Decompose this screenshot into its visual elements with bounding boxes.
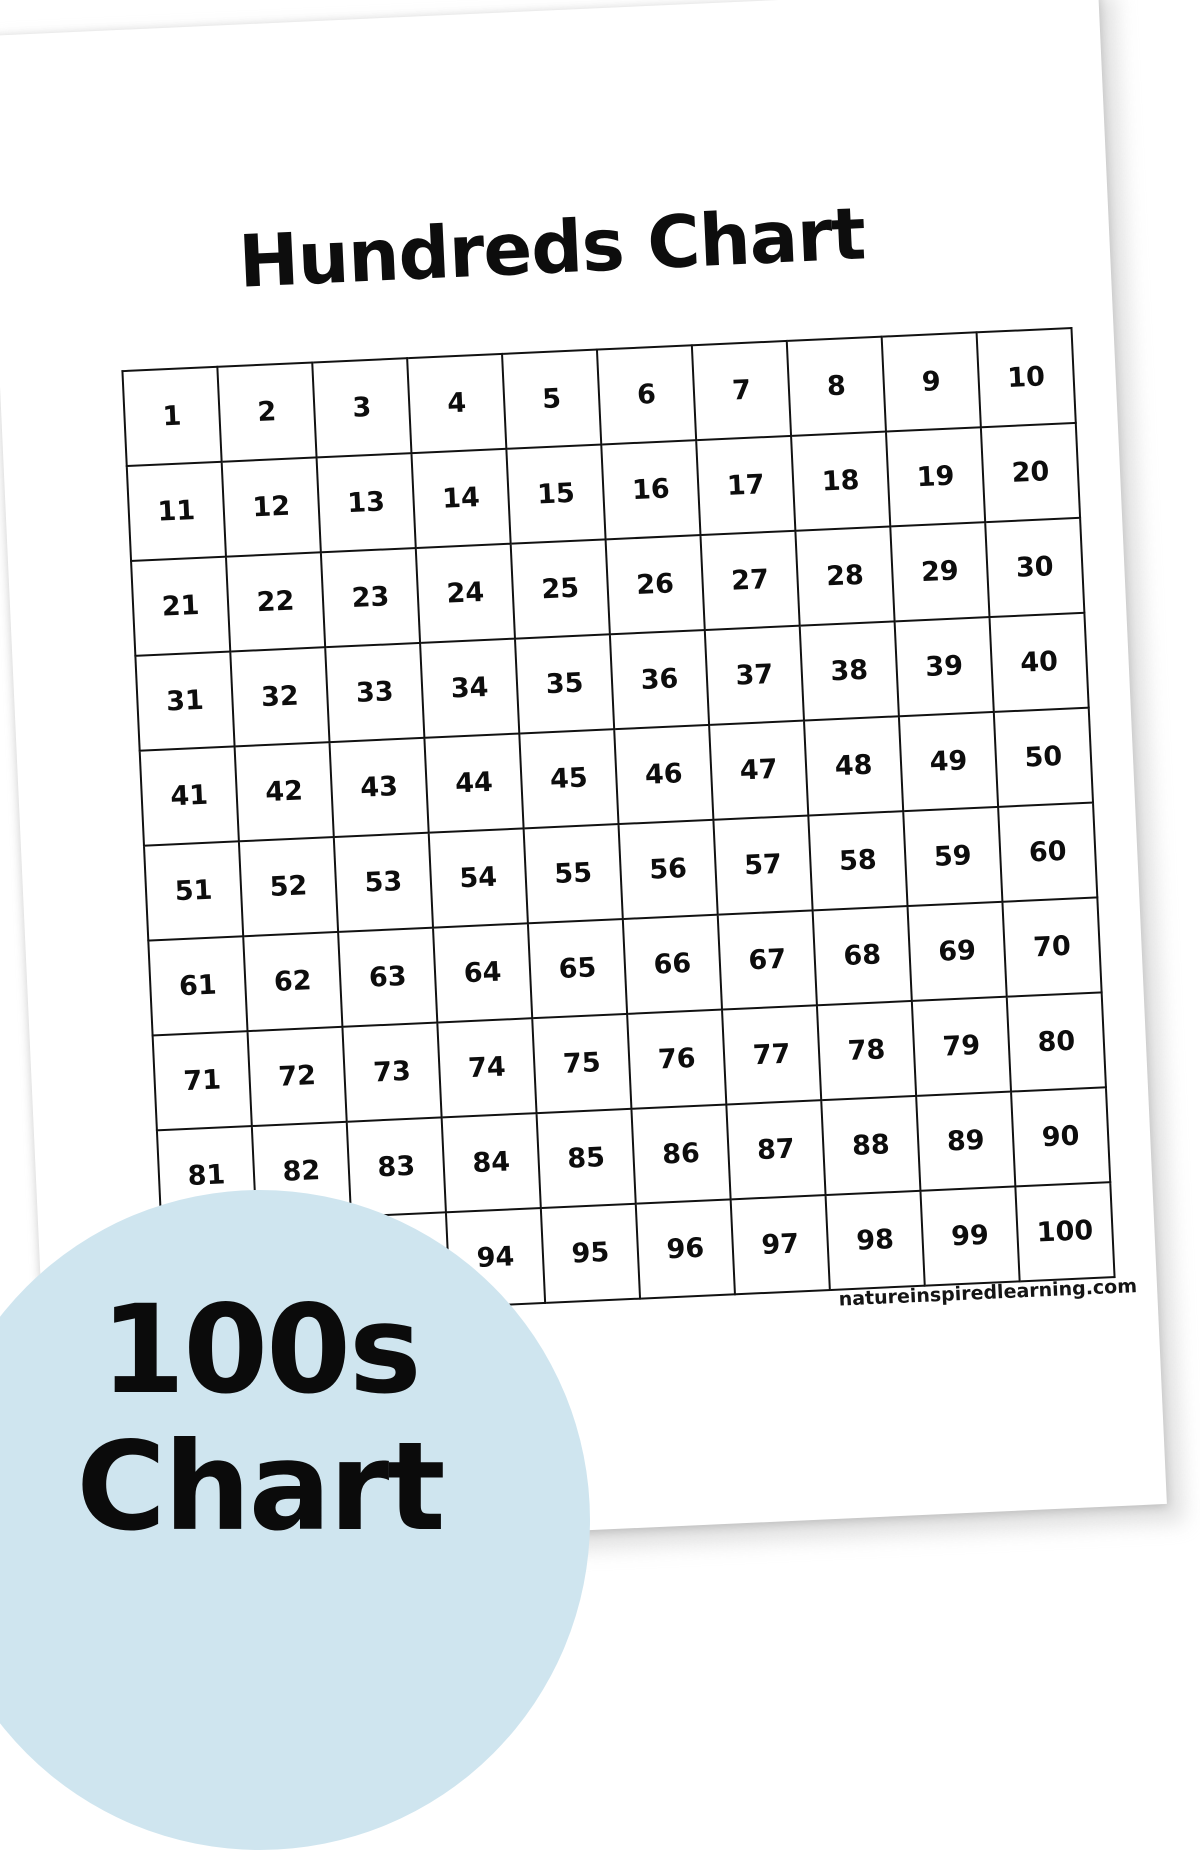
number-cell[interactable]: 55 [524, 824, 623, 923]
number-cell[interactable]: 85 [537, 1109, 636, 1208]
number-cell[interactable]: 7 [692, 341, 791, 440]
number-cell[interactable]: 88 [821, 1096, 920, 1195]
number-cell[interactable]: 40 [989, 613, 1088, 712]
number-cell[interactable]: 84 [442, 1113, 541, 1212]
number-cell[interactable]: 97 [731, 1195, 830, 1294]
number-cell[interactable]: 78 [817, 1001, 916, 1100]
number-cell[interactable]: 96 [636, 1199, 735, 1298]
number-cell[interactable]: 50 [994, 708, 1093, 807]
number-cell[interactable]: 56 [618, 820, 717, 919]
number-cell[interactable]: 29 [890, 522, 989, 621]
number-cell[interactable]: 83 [347, 1117, 446, 1216]
overlay-badge [0, 1190, 590, 1850]
number-cell[interactable]: 49 [899, 712, 998, 811]
number-cell[interactable]: 53 [334, 833, 433, 932]
number-cell[interactable]: 5 [502, 350, 601, 449]
number-cell[interactable]: 15 [506, 444, 605, 543]
number-cell[interactable]: 30 [985, 518, 1084, 617]
number-cell[interactable]: 87 [726, 1100, 825, 1199]
number-cell[interactable]: 47 [709, 721, 808, 820]
number-cell[interactable]: 98 [826, 1191, 925, 1290]
number-cell[interactable]: 44 [424, 734, 523, 833]
number-cell[interactable]: 35 [515, 634, 614, 733]
number-cell[interactable]: 31 [135, 652, 234, 751]
number-cell[interactable]: 80 [1007, 992, 1106, 1091]
number-cell[interactable]: 61 [148, 936, 247, 1035]
hundreds-chart-grid [121, 328, 1092, 1299]
number-cell[interactable]: 65 [528, 919, 627, 1018]
number-cell[interactable]: 71 [153, 1031, 252, 1130]
number-cell[interactable]: 24 [416, 544, 515, 643]
number-cell[interactable]: 99 [920, 1186, 1019, 1285]
number-cell[interactable]: 57 [713, 815, 812, 914]
number-cell[interactable]: 95 [541, 1204, 640, 1303]
number-cell[interactable]: 70 [1002, 897, 1101, 996]
number-cell[interactable]: 32 [230, 647, 329, 746]
number-cell[interactable]: 86 [631, 1105, 730, 1204]
number-cell[interactable]: 36 [610, 630, 709, 729]
number-cell[interactable]: 74 [437, 1018, 536, 1117]
number-cell[interactable]: 22 [226, 552, 325, 651]
number-cell[interactable]: 39 [895, 617, 994, 716]
number-cell[interactable]: 8 [787, 337, 886, 436]
number-cell[interactable]: 77 [722, 1005, 821, 1104]
number-cell[interactable]: 67 [718, 910, 817, 1009]
number-cell[interactable]: 90 [1011, 1087, 1110, 1186]
number-cell[interactable]: 1 [122, 367, 221, 466]
number-cell[interactable]: 45 [519, 729, 618, 828]
number-cell[interactable]: 94 [446, 1208, 545, 1307]
number-cell[interactable]: 52 [239, 837, 338, 936]
number-cell[interactable]: 89 [916, 1092, 1015, 1191]
number-cell[interactable]: 58 [808, 811, 907, 910]
number-cell[interactable]: 3 [312, 358, 411, 457]
badge-line-1: 100s [100, 1279, 420, 1421]
number-cell[interactable]: 10 [977, 328, 1076, 427]
number-cell[interactable]: 76 [627, 1010, 726, 1109]
number-cell[interactable]: 14 [411, 449, 510, 548]
number-cell[interactable]: 81 [157, 1126, 256, 1225]
website-credit: natureinspiredlearning.com [838, 1275, 1138, 1311]
number-cell[interactable]: 13 [317, 453, 416, 552]
number-cell[interactable]: 23 [321, 548, 420, 647]
number-cell[interactable]: 11 [127, 462, 226, 561]
number-cell[interactable]: 62 [243, 932, 342, 1031]
number-cell[interactable]: 73 [342, 1023, 441, 1122]
number-cell[interactable]: 17 [696, 436, 795, 535]
number-cell[interactable]: 72 [248, 1027, 347, 1126]
number-cell[interactable]: 6 [597, 345, 696, 444]
hundreds-table [121, 327, 1115, 1321]
number-cell[interactable]: 59 [903, 807, 1002, 906]
number-cell[interactable]: 79 [912, 997, 1011, 1096]
number-cell[interactable]: 25 [511, 539, 610, 638]
number-cell[interactable]: 19 [886, 427, 985, 526]
number-cell[interactable]: 69 [908, 902, 1007, 1001]
number-cell[interactable]: 2 [217, 363, 316, 462]
number-cell[interactable]: 34 [420, 639, 519, 738]
number-cell[interactable]: 16 [601, 440, 700, 539]
number-cell[interactable]: 12 [222, 457, 321, 556]
badge-line-2: Chart [76, 1415, 444, 1558]
number-cell[interactable]: 20 [981, 423, 1080, 522]
number-cell[interactable]: 28 [795, 526, 894, 625]
page-title: Hundreds Chart [236, 191, 867, 304]
number-cell[interactable]: 21 [131, 557, 230, 656]
number-cell[interactable]: 18 [791, 432, 890, 531]
number-cell[interactable]: 37 [705, 626, 804, 725]
number-cell[interactable]: 63 [338, 928, 437, 1027]
number-cell[interactable]: 100 [1015, 1182, 1114, 1281]
number-cell[interactable]: 54 [429, 828, 528, 927]
badge-text [0, 1279, 590, 1558]
number-cell[interactable]: 46 [614, 725, 713, 824]
number-cell[interactable]: 68 [813, 906, 912, 1005]
number-cell[interactable]: 51 [144, 841, 243, 940]
number-cell[interactable]: 42 [235, 742, 334, 841]
number-cell[interactable]: 66 [623, 915, 722, 1014]
number-cell[interactable]: 26 [606, 535, 705, 634]
number-cell[interactable]: 33 [325, 643, 424, 742]
number-cell[interactable]: 9 [882, 332, 981, 431]
number-cell[interactable]: 60 [998, 803, 1097, 902]
number-cell[interactable]: 41 [140, 746, 239, 845]
number-cell[interactable]: 82 [252, 1122, 351, 1221]
number-cell[interactable]: 48 [804, 716, 903, 815]
number-cell[interactable]: 38 [800, 621, 899, 720]
number-cell[interactable]: 64 [433, 923, 532, 1022]
number-cell[interactable]: 27 [700, 531, 799, 630]
number-cell[interactable]: 43 [329, 738, 428, 837]
number-cell[interactable]: 75 [532, 1014, 631, 1113]
number-cell[interactable]: 4 [407, 354, 506, 453]
